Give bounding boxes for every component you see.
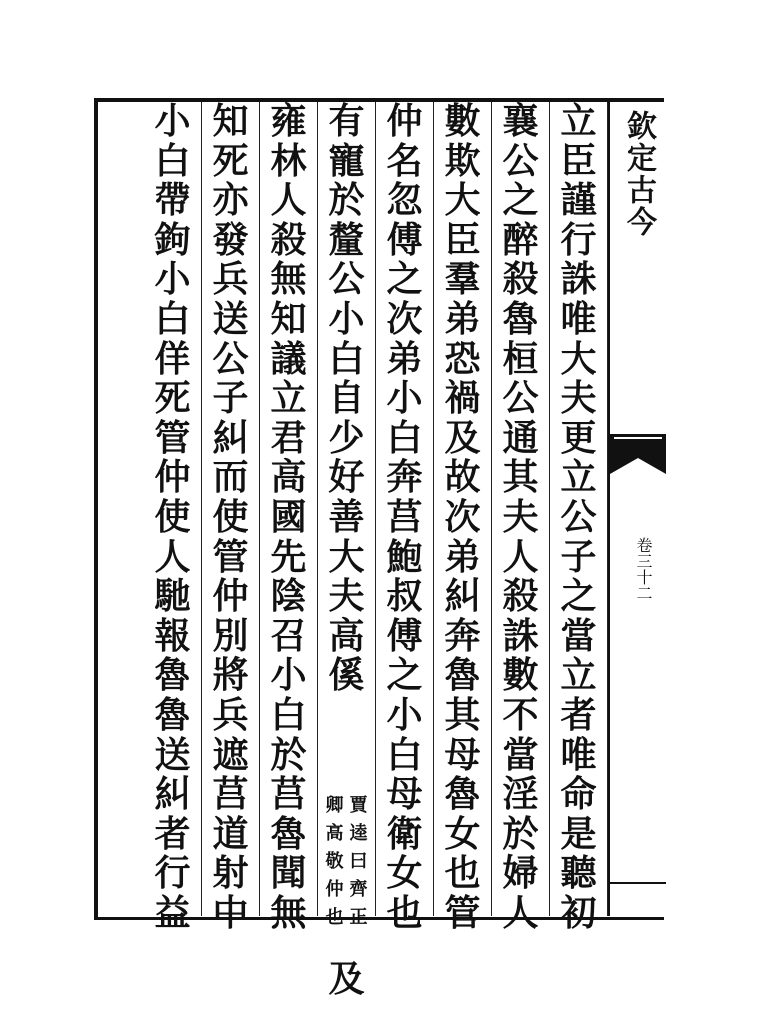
text-char: 叔: [386, 575, 423, 618]
annotation-char: 曰: [349, 851, 368, 872]
column-text: [202, 100, 259, 934]
text-char: 鉤: [154, 218, 191, 261]
column-text: [144, 100, 201, 934]
text-char: 別: [212, 614, 249, 657]
text-char: 者: [154, 812, 191, 855]
text-char: 次: [386, 297, 423, 340]
text-char: 召: [270, 614, 307, 657]
text-column-8: [144, 100, 202, 934]
juan-number: 卷三十二: [634, 537, 653, 601]
text-char: 之: [386, 654, 423, 697]
text-char: 遮: [212, 733, 249, 776]
text-char: 初: [560, 891, 597, 934]
text-char: 立: [560, 100, 597, 142]
text-char: 弟: [444, 535, 481, 578]
text-char: 當: [560, 614, 597, 657]
text-char: 報: [154, 614, 191, 657]
text-char: 謹: [560, 179, 597, 222]
annotation-char: 卿: [325, 795, 344, 816]
text-char: 大: [444, 179, 481, 222]
text-char: 奔: [386, 456, 423, 499]
text-char: 之: [502, 179, 539, 222]
text-char: 仲: [212, 575, 249, 618]
text-char: 亦: [212, 179, 249, 222]
text-char: 桓: [502, 337, 539, 380]
annotation-block: [318, 792, 375, 932]
annotation-left: [326, 792, 344, 932]
text-char: 公: [502, 377, 539, 420]
text-char: 少: [328, 416, 365, 459]
text-char: 恐: [444, 337, 481, 380]
column-text: [492, 100, 549, 934]
text-char: 故: [444, 456, 481, 499]
text-char: 者: [560, 693, 597, 736]
text-char: 其: [444, 693, 481, 736]
text-char: 小: [386, 377, 423, 420]
text-char: 魯: [270, 812, 307, 855]
text-char: 更: [560, 416, 597, 459]
text-char: 高: [328, 614, 365, 657]
text-char: 聽: [560, 852, 597, 895]
text-char: 帶: [154, 179, 191, 222]
text-column-6: [260, 100, 318, 934]
text-char: 是: [560, 812, 597, 855]
text-char: 陰: [270, 575, 307, 618]
text-char: 而: [212, 456, 249, 499]
text-char: 於: [502, 812, 539, 855]
text-char: 襄: [502, 100, 539, 142]
text-char: 唯: [560, 297, 597, 340]
text-char: 魯: [444, 773, 481, 816]
text-char: 當: [502, 733, 539, 776]
column-text: [550, 100, 607, 934]
text-char: 母: [386, 773, 423, 816]
annotation-char: 仲: [325, 879, 344, 900]
text-char: 佯: [154, 337, 191, 380]
text-char: 釐: [328, 218, 365, 261]
text-char: 行: [154, 852, 191, 895]
text-char: 小: [154, 100, 191, 142]
text-char: 女: [386, 852, 423, 895]
text-char: 人: [502, 535, 539, 578]
text-char: 善: [328, 495, 365, 538]
text-char: 國: [270, 495, 307, 538]
text-char: 自: [328, 377, 365, 420]
text-char: 魯: [154, 654, 191, 697]
column-text: [260, 100, 317, 934]
text-char: 人: [154, 535, 191, 578]
annotation-right: [350, 792, 368, 932]
text-char: 誅: [560, 258, 597, 301]
book-title: 欽定古今: [621, 110, 656, 238]
text-column-7: [202, 100, 260, 934]
text-char: 管: [444, 891, 481, 934]
text-char: 傅: [386, 218, 423, 261]
text-char: 送: [212, 297, 249, 340]
text-char: 議: [270, 337, 307, 380]
text-char: 有: [328, 100, 365, 142]
text-char: 於: [270, 733, 307, 776]
text-char: 白: [154, 297, 191, 340]
text-char: 欺: [444, 139, 481, 182]
text-char: 中: [212, 891, 249, 934]
text-char: 君: [270, 416, 307, 459]
text-char: 大: [328, 535, 365, 578]
text-char: 立: [560, 456, 597, 499]
text-char: 於: [328, 179, 365, 222]
annotation-char: 也: [325, 907, 344, 928]
text-char: 仲: [154, 456, 191, 499]
text-char: 也: [386, 891, 423, 934]
text-char: 高: [270, 456, 307, 499]
text-char: 知: [212, 100, 249, 142]
page-gutter: [608, 102, 664, 916]
text-char: 名: [386, 139, 423, 182]
annotation-char: 逵: [349, 823, 368, 844]
text-char: 其: [502, 456, 539, 499]
text-char: 子: [212, 377, 249, 420]
text-char: 臣: [560, 139, 597, 182]
annotation-char: 齊: [349, 879, 368, 900]
text-char: 弟: [386, 337, 423, 380]
text-char: 殺: [270, 218, 307, 261]
annotation-char: 賈: [349, 795, 368, 816]
text-char: 魯: [154, 693, 191, 736]
after-char: 及: [328, 958, 365, 1000]
column-text: [434, 100, 491, 934]
text-char: 使: [212, 495, 249, 538]
text-char: 死: [212, 139, 249, 182]
text-char: 小: [154, 258, 191, 301]
text-char: 死: [154, 377, 191, 420]
text-char: 雍: [270, 100, 307, 142]
annotation-after: [318, 960, 375, 1000]
text-char: 婦: [502, 852, 539, 895]
text-char: 魯: [502, 297, 539, 340]
text-char: 臣: [444, 218, 481, 261]
text-char: 公: [212, 337, 249, 380]
text-char: 兵: [212, 258, 249, 301]
text-char: 發: [212, 218, 249, 261]
text-char: 夫: [560, 377, 597, 420]
text-char: 弟: [444, 297, 481, 340]
text-char: 數: [502, 654, 539, 697]
text-column-4: [376, 100, 434, 934]
annotation-char: 正: [349, 907, 368, 928]
text-char: 殺: [502, 258, 539, 301]
text-char: 忽: [386, 179, 423, 222]
text-char: 使: [154, 495, 191, 538]
text-char: 射: [212, 852, 249, 895]
text-char: 聞: [270, 852, 307, 895]
text-char: 魯: [444, 654, 481, 697]
text-char: 益: [154, 891, 191, 934]
text-char: 之: [386, 258, 423, 301]
text-char: 之: [560, 575, 597, 618]
text-char: 無: [270, 891, 307, 934]
text-char: 人: [502, 891, 539, 934]
text-char: 白: [270, 693, 307, 736]
text-char: 女: [444, 812, 481, 855]
text-char: 糾: [444, 575, 481, 618]
text-char: 寵: [328, 139, 365, 182]
text-char: 立: [270, 377, 307, 420]
text-char: 公: [502, 139, 539, 182]
text-char: 莒: [212, 773, 249, 816]
text-char: 兵: [212, 693, 249, 736]
column-text: [376, 100, 433, 934]
text-char: 傒: [328, 654, 365, 697]
text-char: 子: [560, 535, 597, 578]
text-char: 人: [270, 179, 307, 222]
text-char: 及: [444, 416, 481, 459]
text-char: 命: [560, 773, 597, 816]
text-char: 知: [270, 297, 307, 340]
text-char: 鮑: [386, 535, 423, 578]
text-char: 糾: [212, 416, 249, 459]
text-char: 林: [270, 139, 307, 182]
text-char: 莒: [386, 495, 423, 538]
text-char: 道: [212, 812, 249, 855]
text-char: 糾: [154, 773, 191, 816]
text-char: 好: [328, 456, 365, 499]
text-char: 夫: [502, 495, 539, 538]
text-char: 小: [386, 693, 423, 736]
text-char: 管: [212, 535, 249, 578]
text-char: 唯: [560, 733, 597, 776]
text-char: 禍: [444, 377, 481, 420]
fish-tail-mark: [610, 434, 666, 474]
text-column-3: [434, 100, 492, 934]
text-char: 醉: [502, 218, 539, 261]
text-char: 公: [560, 495, 597, 538]
text-char: 立: [560, 654, 597, 697]
text-char: 公: [328, 258, 365, 301]
text-char: 小: [328, 297, 365, 340]
text-char: 衛: [386, 812, 423, 855]
text-char: 莒: [270, 773, 307, 816]
text-char: 管: [154, 416, 191, 459]
text-char: 傅: [386, 614, 423, 657]
text-char: 也: [444, 852, 481, 895]
text-char: 白: [328, 337, 365, 380]
text-column-5: [318, 100, 376, 1000]
text-char: 白: [386, 733, 423, 776]
text-char: 行: [560, 218, 597, 261]
text-char: 馳: [154, 575, 191, 618]
text-char: 將: [212, 654, 249, 697]
text-char: 白: [154, 139, 191, 182]
text-char: 無: [270, 258, 307, 301]
text-char: 殺: [502, 575, 539, 618]
text-char: 夫: [328, 575, 365, 618]
text-char: 大: [560, 337, 597, 380]
annotation-char: 敬: [325, 851, 344, 872]
gutter-rule: [610, 882, 666, 884]
annotation-char: 高: [325, 823, 344, 844]
text-column-2: [492, 100, 550, 934]
text-char: 不: [502, 693, 539, 736]
text-char: 母: [444, 733, 481, 776]
text-char: 次: [444, 495, 481, 538]
text-char: 數: [444, 100, 481, 142]
text-char: 誅: [502, 614, 539, 657]
text-char: 仲: [386, 100, 423, 142]
text-char: 通: [502, 416, 539, 459]
text-char: 白: [386, 416, 423, 459]
text-char: 小: [270, 654, 307, 697]
text-char: 送: [154, 733, 191, 776]
text-char: 先: [270, 535, 307, 578]
text-char: 奔: [444, 614, 481, 657]
text-char: 淫: [502, 773, 539, 816]
text-column-1: [550, 100, 608, 934]
text-char: 羣: [444, 258, 481, 301]
